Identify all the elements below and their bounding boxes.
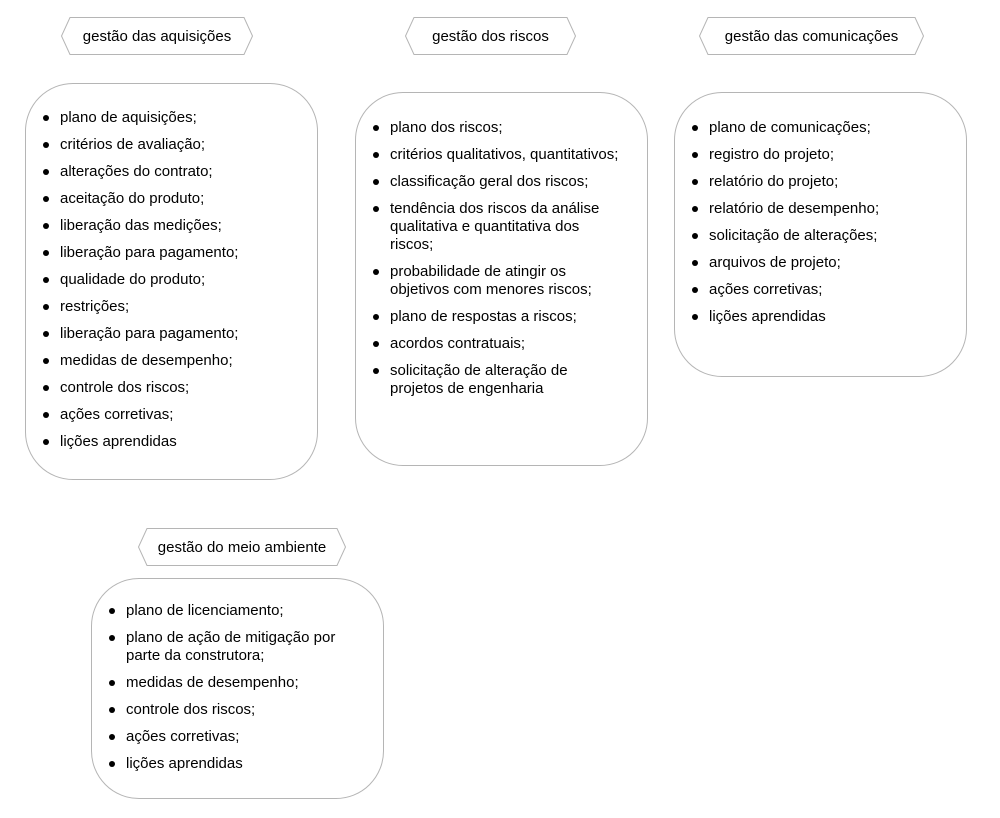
list-item: lições aprendidas xyxy=(92,755,363,773)
bullet-icon xyxy=(109,608,115,614)
bullet-icon xyxy=(43,142,49,148)
list-item: medidas de desempenho; xyxy=(92,674,363,692)
list-item: medidas de desempenho; xyxy=(26,352,317,370)
list-item: classificação geral dos riscos; xyxy=(356,173,625,191)
list-item: liberação para pagamento; xyxy=(26,244,317,262)
bullet-icon xyxy=(43,331,49,337)
list-item: liberação das medições; xyxy=(26,217,317,235)
bullet-icon xyxy=(109,761,115,767)
bullet-icon xyxy=(373,368,379,374)
bullet-icon xyxy=(692,314,698,320)
list-item: arquivos de projeto; xyxy=(675,254,946,272)
card-comunicacoes xyxy=(674,92,967,377)
card-meio-ambiente xyxy=(91,578,384,799)
bullet-icon xyxy=(109,680,115,686)
list-item: restrições; xyxy=(26,298,317,316)
bullet-icon xyxy=(43,250,49,256)
list-item: lições aprendidas xyxy=(675,308,946,326)
bullet-icon xyxy=(109,734,115,740)
list-item: alterações do contrato; xyxy=(26,163,317,181)
bullet-icon xyxy=(692,206,698,212)
bullet-icon xyxy=(43,196,49,202)
list-item: probabilidade de atingir os objetivos com menores riscos; xyxy=(356,263,625,299)
list-comunicacoes xyxy=(675,119,966,326)
bullet-icon xyxy=(373,125,379,131)
bullet-icon xyxy=(373,152,379,158)
list-meio-ambiente xyxy=(92,602,383,773)
list-riscos xyxy=(356,119,647,398)
header-meio-ambiente-label: gestão do meio ambiente xyxy=(157,538,327,556)
list-item: controle dos riscos; xyxy=(26,379,317,397)
list-item: plano de respostas a riscos; xyxy=(356,308,625,326)
bullet-icon xyxy=(373,314,379,320)
list-item: tendência dos riscos da análise qualitativa e quantitativa dos riscos; xyxy=(356,200,625,254)
list-item: relatório de desempenho; xyxy=(675,200,946,218)
list-item: ações corretivas; xyxy=(26,406,317,424)
card-aquisicoes xyxy=(25,83,318,480)
bullet-icon xyxy=(43,439,49,445)
list-item: aceitação do produto; xyxy=(26,190,317,208)
list-item: acordos contratuais; xyxy=(356,335,625,353)
bullet-icon xyxy=(43,358,49,364)
bullet-icon xyxy=(692,179,698,185)
bullet-icon xyxy=(373,269,379,275)
header-meio-ambiente xyxy=(138,528,346,566)
header-comunicacoes xyxy=(699,17,924,55)
bullet-icon xyxy=(692,287,698,293)
list-item: plano de licenciamento; xyxy=(92,602,363,620)
card-riscos xyxy=(355,92,648,466)
bullet-icon xyxy=(373,206,379,212)
bullet-icon xyxy=(109,707,115,713)
bullet-icon xyxy=(43,223,49,229)
list-item: controle dos riscos; xyxy=(92,701,363,719)
list-aquisicoes xyxy=(26,109,317,451)
list-item: ações corretivas; xyxy=(92,728,363,746)
list-item: solicitação de alterações; xyxy=(675,227,946,245)
list-item: liberação para pagamento; xyxy=(26,325,317,343)
bullet-icon xyxy=(692,152,698,158)
bullet-icon xyxy=(43,412,49,418)
header-aquisicoes-label: gestão das aquisições xyxy=(82,27,232,45)
list-item: plano dos riscos; xyxy=(356,119,625,137)
bullet-icon xyxy=(43,304,49,310)
list-item: plano de aquisições; xyxy=(26,109,317,127)
bullet-icon xyxy=(373,179,379,185)
header-riscos xyxy=(405,17,576,55)
bullet-icon xyxy=(43,277,49,283)
bullet-icon xyxy=(373,341,379,347)
bullet-icon xyxy=(692,260,698,266)
bullet-icon xyxy=(43,169,49,175)
bullet-icon xyxy=(692,233,698,239)
list-item: plano de comunicações; xyxy=(675,119,946,137)
list-item: qualidade do produto; xyxy=(26,271,317,289)
list-item: ações corretivas; xyxy=(675,281,946,299)
list-item: critérios de avaliação; xyxy=(26,136,317,154)
header-comunicacoes-label: gestão das comunicações xyxy=(724,27,899,45)
list-item: solicitação de alteração de projetos de engenharia xyxy=(356,362,625,398)
bullet-icon xyxy=(43,385,49,391)
header-riscos-label: gestão dos riscos xyxy=(432,27,549,45)
list-item: relatório do projeto; xyxy=(675,173,946,191)
list-item: registro do projeto; xyxy=(675,146,946,164)
bullet-icon xyxy=(692,125,698,131)
list-item: plano de ação de mitigação por parte da construtora; xyxy=(92,629,363,665)
header-aquisicoes xyxy=(61,17,253,55)
bullet-icon xyxy=(43,115,49,121)
list-item: critérios qualitativos, quantitativos; xyxy=(356,146,625,164)
list-item: lições aprendidas xyxy=(26,433,317,451)
bullet-icon xyxy=(109,635,115,641)
